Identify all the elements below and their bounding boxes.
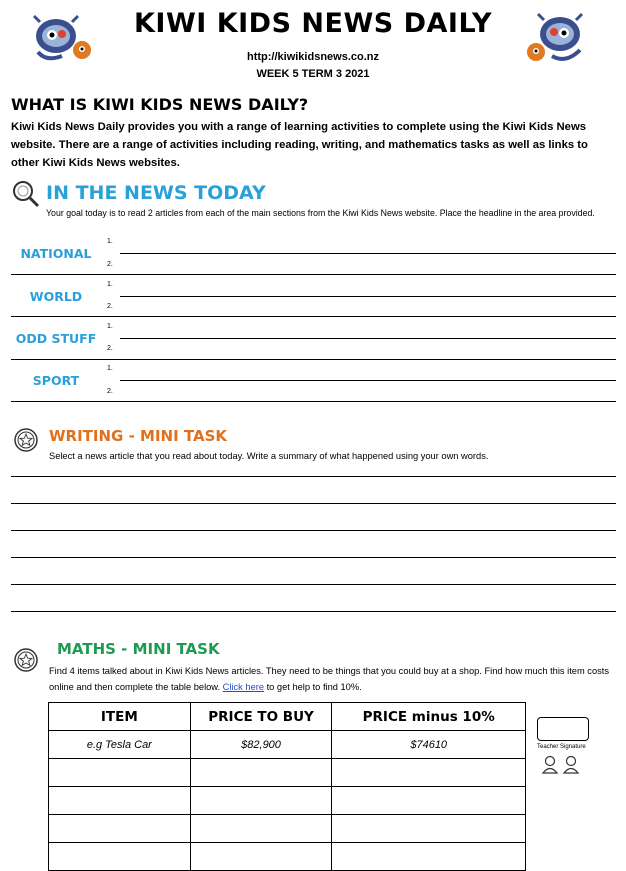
writing-heading: WRITING - MINI TASK [49, 427, 227, 445]
site-url: http://kiwikidsnews.co.nz [246, 51, 380, 63]
table-cell[interactable] [49, 787, 191, 815]
intro-heading: WHAT IS KIWI KIDS NEWS DAILY? [11, 95, 309, 114]
headline-line[interactable] [120, 253, 616, 254]
maths-heading: MATHS - MINI TASK [57, 640, 220, 658]
maths-instructions [49, 663, 617, 695]
table-cell[interactable]: $74610 [332, 731, 526, 759]
column-header-item: ITEM [49, 703, 191, 731]
maths-table [48, 702, 526, 871]
line-number: 2. [107, 261, 113, 268]
writing-instructions: Select a news article that you read about today. Write a summary of what happened using your own words. [49, 451, 489, 461]
maths-instructions-text-end: to get help to find 10%. [264, 682, 362, 692]
column-header-price-minus: PRICE minus 10% [332, 703, 526, 731]
table-cell[interactable]: $82,900 [190, 731, 332, 759]
line-number: 1. [107, 238, 113, 245]
table-cell[interactable] [49, 815, 191, 843]
table-row [49, 731, 526, 759]
headline-line[interactable] [11, 316, 616, 317]
table-cell[interactable] [332, 759, 526, 787]
headline-line[interactable] [11, 359, 616, 360]
magnifier-icon [11, 179, 41, 214]
table-cell[interactable] [332, 843, 526, 871]
line-number: 2. [107, 388, 113, 395]
line-number: 1. [107, 365, 113, 372]
table-cell[interactable] [190, 787, 332, 815]
intro-text: Kiwi Kids News Daily provides you with a range of learning activities to complete using the Kiwi Kids News website. There are a range of activities including reading, writing, and mathematics tasks as well as links to other Kiwi Kids News websites. [11, 121, 588, 169]
writing-line[interactable] [11, 476, 616, 477]
section-label-national: NATIONAL [20, 246, 92, 261]
star-badge-icon [13, 647, 39, 678]
star-badge-icon [13, 427, 39, 458]
teacher-signature-box[interactable] [537, 717, 589, 741]
headline-line[interactable] [11, 274, 616, 275]
table-cell[interactable] [190, 843, 332, 871]
writing-line[interactable] [11, 530, 616, 531]
table-cell[interactable] [190, 815, 332, 843]
table-row [49, 815, 526, 843]
section-label-sport: SPORT [32, 373, 80, 388]
table-cell[interactable] [332, 815, 526, 843]
help-link[interactable]: Click here [222, 682, 265, 692]
news-today-heading: IN THE NEWS TODAY [46, 182, 266, 204]
table-cell[interactable] [190, 759, 332, 787]
writing-line[interactable] [11, 611, 616, 612]
column-header-price: PRICE TO BUY [190, 703, 332, 731]
table-row [49, 843, 526, 871]
table-cell[interactable] [49, 843, 191, 871]
maths-instructions-text: Find 4 items talked about in Kiwi Kids News articles. They need to be things that you could buy at a shop. Find how much this item costs online and then complete the table below. [49, 666, 609, 692]
section-label-world: WORLD [29, 289, 83, 304]
section-label-odd-stuff: ODD STUFF [15, 331, 97, 346]
teacher-signature-label: Teacher Signature [537, 744, 586, 750]
line-number: 2. [107, 303, 113, 310]
line-number: 1. [107, 281, 113, 288]
table-cell[interactable] [332, 787, 526, 815]
writing-line[interactable] [11, 584, 616, 585]
writing-line[interactable] [11, 557, 616, 558]
table-row [49, 787, 526, 815]
table-row [49, 759, 526, 787]
writing-line[interactable] [11, 503, 616, 504]
headline-line[interactable] [120, 296, 616, 297]
headline-line[interactable] [11, 401, 616, 402]
line-number: 2. [107, 345, 113, 352]
table-cell[interactable] [49, 759, 191, 787]
table-header-row [49, 703, 526, 731]
news-today-instructions: Your goal today is to read 2 articles from each of the main sections from the Kiwi Kids News website. Place the headline in the area provided. [46, 208, 595, 218]
page-title: KIWI KIDS NEWS DAILY [134, 8, 492, 39]
student-icon [541, 755, 581, 780]
line-number: 1. [107, 323, 113, 330]
table-cell[interactable]: e.g Tesla Car [49, 731, 191, 759]
week-term: WEEK 5 TERM 3 2021 [256, 68, 370, 80]
headline-line[interactable] [120, 380, 616, 381]
headline-line[interactable] [120, 338, 616, 339]
